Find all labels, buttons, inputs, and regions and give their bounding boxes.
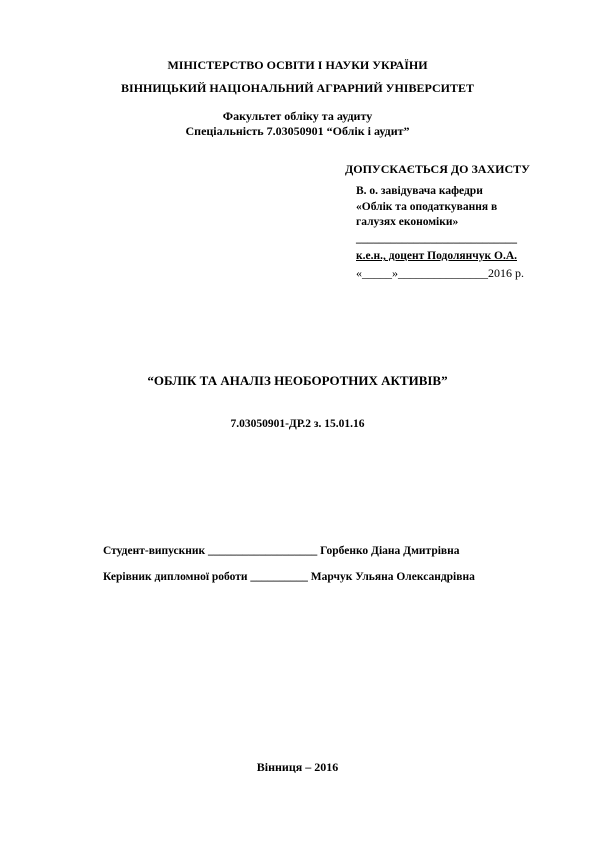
supervisor-label: Керівник дипломної роботи — [103, 571, 248, 583]
supervisor-signature-blank: __________ — [250, 571, 308, 583]
date-year: 2016 р. — [488, 266, 524, 280]
approval-date — [356, 266, 524, 281]
supervisor-row — [103, 571, 475, 583]
faculty-line: Факультет обліку та аудиту — [222, 109, 373, 123]
head-of-department-name: к.е.н., доцент Подолянчук О.А. — [356, 250, 517, 262]
supervisor-name: Марчук Ульяна Олександрівна — [310, 571, 475, 583]
specialty-line: Спеціальність 7.03050901 “Облік і аудит” — [185, 124, 410, 138]
date-close-quote: » — [392, 266, 398, 280]
student-name: Горбенко Діана Дмитрівна — [320, 545, 460, 557]
date-open-quote: « — [356, 266, 362, 280]
date-day-blank: _____ — [362, 266, 392, 280]
signature-line: ____________________________ — [356, 233, 517, 245]
date-month-blank: _______________ — [398, 266, 488, 280]
student-row — [103, 545, 460, 557]
approval-department-line1: «Облік та оподаткування в — [356, 201, 498, 213]
university-heading: ВІННИЦЬКИЙ НАЦІОНАЛЬНИЙ АГРАРНИЙ УНІВЕРСИТЕТ — [121, 81, 474, 95]
ministry-heading: МІНІСТЕРСТВО ОСВІТИ І НАУКИ УКРАЇНИ — [167, 58, 428, 72]
student-signature-blank: ___________________ — [208, 545, 318, 557]
approval-position: В. о. завідувача кафедри — [356, 185, 483, 197]
student-label: Студент-випускник — [103, 545, 206, 557]
approval-department-line2: галузях економіки» — [356, 216, 459, 228]
city-year-footer: Вінниця – 2016 — [256, 760, 339, 774]
approval-heading: ДОПУСКАЄТЬСЯ ДО ЗАХИСТУ — [345, 162, 530, 176]
thesis-title: “ОБЛІК ТА АНАЛІЗ НЕОБОРОТНИХ АКТИВІВ” — [147, 373, 448, 388]
thesis-code: 7.03050901-ДР.2 з. 15.01.16 — [230, 418, 365, 430]
